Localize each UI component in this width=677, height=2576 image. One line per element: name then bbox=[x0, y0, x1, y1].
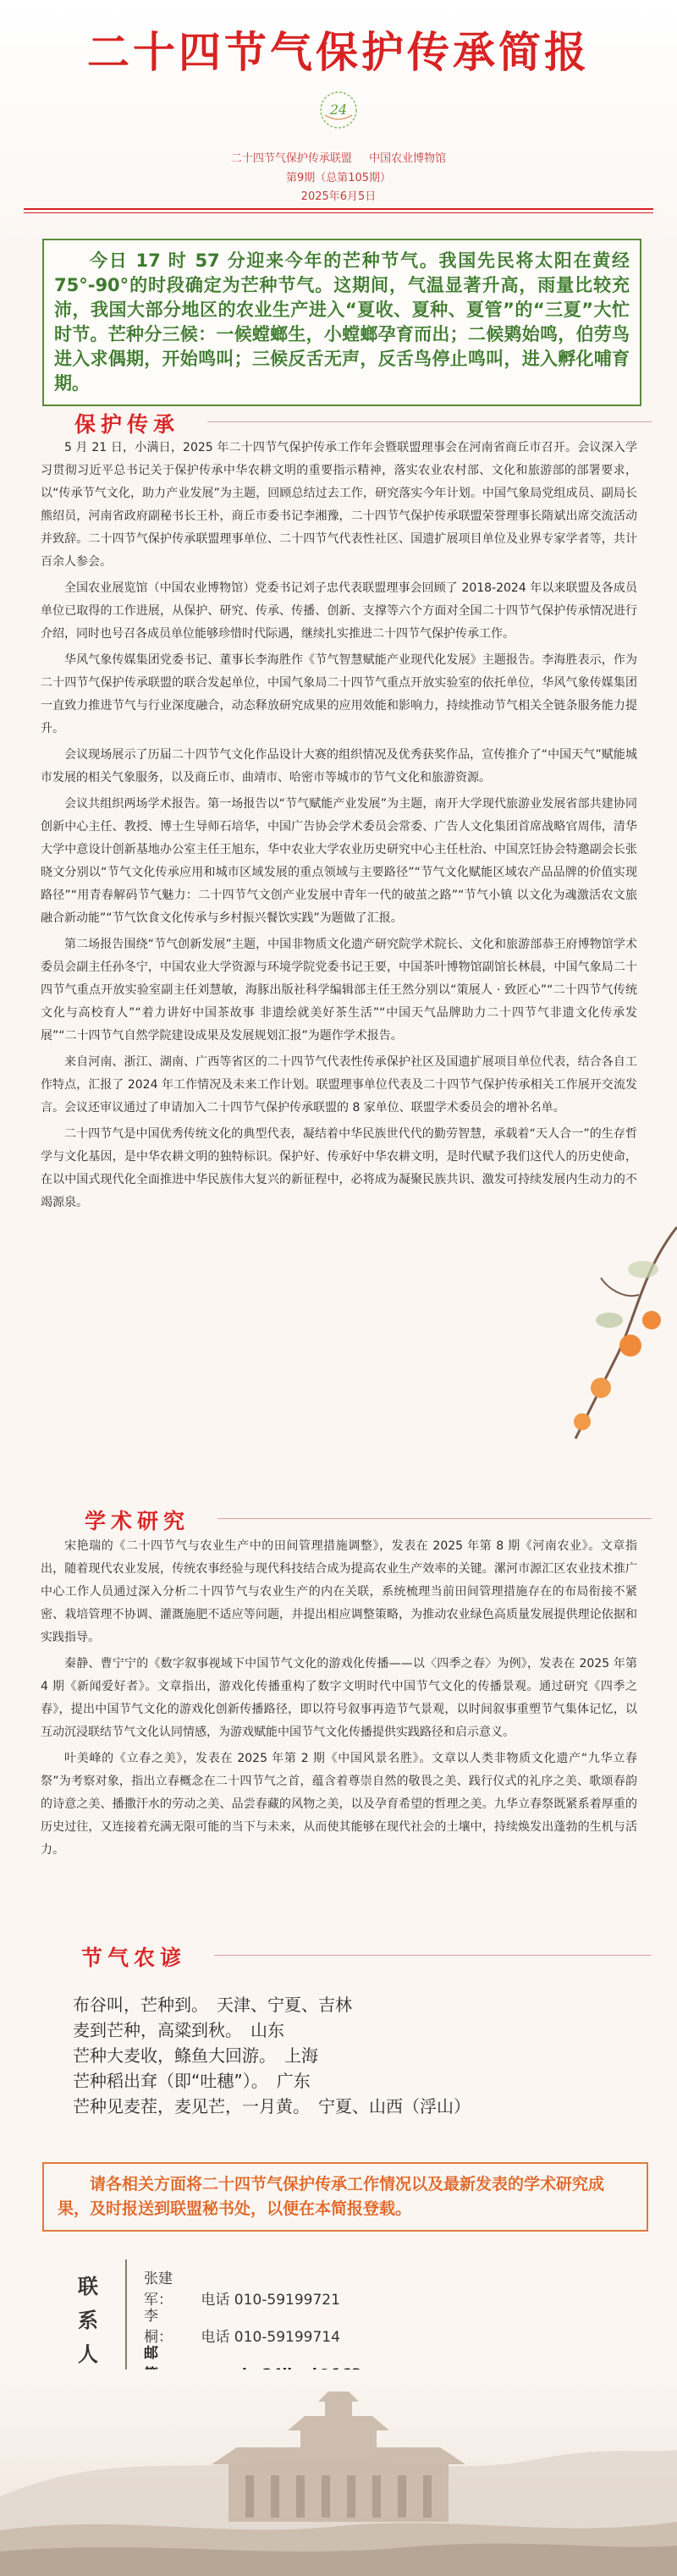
intro-box bbox=[42, 239, 641, 406]
logo-text: 24 bbox=[329, 102, 348, 118]
logo-24-icon bbox=[318, 90, 359, 130]
issue-number: 第9期（总第105期） bbox=[285, 172, 392, 184]
proverbs-list bbox=[73, 1992, 623, 2119]
contact-row bbox=[144, 2304, 340, 2346]
museum-landscape-illustration bbox=[0, 2370, 677, 2576]
heritage-paragraph: 会议共组织两场学术报告。第一场报告以“节气赋能产业发展”为主题，南开大学现代旅游业发展省部共建协同创新中心主任、教授、博士生导师石培华，中国广告协会学术委员会常委、广告人文化集团首席战略官周伟，清华大学中意设计创新基地办公室主任王旭东，华中农业大学农业历史研究中心主任杜治、中国烹饪协会特邀副会长张晓文分别以“节气文化传承应用和城市区域发展的重点领域与主要路径”“节气文化赋能区域农产品品牌的价值实现路径”“用青春解码节气魅力：二十四节气文创产业发展中青年一代的破茧之路”“节气小镇 以文化为魂激活农文旅融合新动能”“节气饮食文化传承与乡村振兴餐饮实践”为题做了汇报。 bbox=[41, 797, 637, 925]
contact-phone: 电话 010-59199721 bbox=[201, 2292, 340, 2309]
heritage-paragraph: 二十四节气是中国优秀传统文化的典型代表，凝结着中华民族世代代的勤劳智慧，承载着“天人合一”的生存哲学与文化基因，是中华农耕文明的独特标识。保护好、传承好中华农耕文明，是时代赋予我们这代人的历史使命，在以中国式现代化全面推进中华民族伟大复兴的新征程中，必将成为凝聚民族共识、激发可持续发展内生动力的不竭源泉。 bbox=[41, 1127, 637, 1209]
contact-row bbox=[144, 2266, 340, 2309]
research-paragraph: 叶美峰的《立春之美》，发表在 2025 年第 2 期《中国风景名胜》。文章以人类非物质文化遗产“九华立春祭”为考察对象，指出立春概念在二十四节气之首，蕴含着尊崇自然的敬畏之美、践行仪式的礼序之美、歌颂春韵的诗意之美、播撒汗水的劳动之美、品尝春藏的风物之美，以及孕育希望的哲理之美。九华立春祭既紧系着厚重的历史过往，又连接着充满无限可能的当下与未来，从而使其能够在现代社会的土壤中，持续焕发出蓬勃的生机与活力。 bbox=[41, 1752, 637, 1857]
research-paragraph: 秦静、曹宁宁的《数字叙事视域下中国节气文化的游戏化传播——以〈四季之春〉为例》，发表在 2025 年第 4 期《新闻爱好者》。文章指出，游戏化传播重构了数字文明时代中国节气文化的传播景观。通过研究《四季之春》，提出中国节气文化的游戏化创新传播路径，即以符号叙事再造节气景观，以时间叙事重塑节气集体记忆，以互动沉浸联结节气文化认同情感，为游戏赋能中国节气文化传播提供实践路径和启示意义。 bbox=[41, 1657, 637, 1739]
email-label: 邮 bbox=[144, 2345, 158, 2362]
section-title-proverbs: 节气农谚 bbox=[81, 1946, 187, 1970]
proverb-item: 麦到芒种，高粱到秋。 山东 bbox=[73, 2020, 284, 2040]
contact-phone: 电话 010-59199714 bbox=[201, 2329, 340, 2346]
notice-text: 请各相关方面将二十四节气保护传承工作情况以及最新发表的学术研究成果，及时报送到联盟秘书处，以便在本简报登载。 bbox=[58, 2175, 605, 2218]
heritage-paragraph: 会议现场展示了历届二十四节气文化作品设计大赛的组织情况及优秀获奖作品，宣传推介了“中国天气”赋能城市发展的相关气象服务，以及商丘市、曲靖市、哈密市等城市的节气文化和旅游资源。 bbox=[41, 748, 637, 784]
heritage-section bbox=[41, 437, 637, 1218]
proverb-item: 芒种稻出耷（即“吐穗”）。 广东 bbox=[73, 2071, 311, 2091]
publishers bbox=[0, 149, 677, 165]
section-rule bbox=[214, 1955, 652, 1956]
contact-name: 李 桐： bbox=[144, 2308, 173, 2346]
submission-notice bbox=[42, 2162, 648, 2232]
contact-name: 张建军： bbox=[144, 2271, 173, 2309]
issue-date: 2025年6月5日 bbox=[300, 190, 377, 203]
newsletter-title: 二十四节气保护传承简报 bbox=[87, 27, 590, 77]
section-title-heritage: 保护传承 bbox=[74, 412, 180, 437]
research-paragraph: 宋艳瑞的《二十四节气与农业生产中的田间管理措施调整》，发表在 2025 年第 8 期《河南农业》。文章指出，随着现代农业发展，传统农事经验与现代科技结合成为提高农业生产效率的关键。漯河市源汇区农业技术推广中心工作人员通过深入分析二十四节气与农业生产的内在关联，系统梳理当前田间管理措施存在的布局衔接不紧密、栽培管理不协调、灌溉施肥不适应等问题，并提出相应调整策略，为推动农业绿色高质量发展提供理论依据和实践指导。 bbox=[41, 1539, 637, 1644]
header-rule-thin bbox=[24, 212, 653, 213]
publisher-museum: 中国农业博物馆 bbox=[369, 152, 447, 165]
heritage-paragraph: 全国农业展览馆（中国农业博物馆）党委书记刘子忠代表联盟理事会回顾了 2018-2024 年以来联盟及各成员单位已取得的工作进展，从保护、研究、传承、传播、创新、支撑等六个方面对全国二十四节气保护传承情况进行介绍，同时也号召各成员单位能够珍惜时代际遇，继续扎实推进二十四节气保护传承工作。 bbox=[41, 581, 637, 641]
heritage-paragraph: 第二场报告围绕“节气创新发展”主题，中国非物质文化遗产研究院学术院长、文化和旅游部恭王府博物馆学术委员会副主任孙冬宁，中国农业大学资源与环境学院党委书记王要，中国茶叶博物馆副馆长林晨，中国气象局二十四节气重点开放实验室副主任刘慧敏，海豚出版社科学编辑部主任王然分别以“策展人 · 致匠心”“二十四节气传统文化与高校育人”“着力讲好中国茶故事 非遗绘就美好茶生活”“中国天气品牌助力二十四节气非遗文化传承发展”“二十四节气自然学院建设成果及发展规划汇报”为题作学术报告。 bbox=[41, 938, 637, 1043]
contact-block bbox=[42, 2260, 635, 2378]
section-rule bbox=[207, 421, 652, 422]
intro-text: 今日 17 时 57 分迎来今年的芒种节气。我国先民将太阳在黄经 75°-90°的时段确定为芒种节气。这期间，气温显著升高，雨量比较充沛，我国大部分地区的农业生产进入“夏收、夏种、夏管”的“三夏”大忙时节。芒种分三候：一候螳螂生，小螳螂孕育而出；二候䴗始鸣，伯劳鸟进入求偶期，开始鸣叫；三候反舌无声，反舌鸟停止鸣叫，进入孵化哺育期。 bbox=[54, 250, 630, 394]
contact-label: 联系人 bbox=[78, 2275, 98, 2366]
heritage-paragraph: 华风气象传媒集团党委书记、董事长李海胜作《节气智慧赋能产业现代化发展》主题报告。李海胜表示，作为二十四节气保护传承联盟的联合发起单位，中国气象局二十四节气重点开放实验室的依托单位，华风气象传媒集团一直致力推进节气与行业深度融合，动态释放研究成果的应用效能和影响力，持续推动节气相关全链条服务能力提升。 bbox=[41, 653, 637, 735]
heritage-paragraph: 来自河南、浙江、湖南、广西等省区的二十四节气代表性传承保护社区及国遗扩展项目单位代表，结合各自工作特点，汇报了 2024 年工作情况及未来工作计划。联盟理事单位代表及二十四节气保护传承相关工作展开交流发言。会议还审议通过了申请加入二十四节气保护传承联盟的 8 家单位、联盟学术委员会的增补名单。 bbox=[41, 1055, 637, 1115]
proverb-item: 布谷叫，芒种到。 天津、宁夏、吉林 bbox=[73, 1995, 352, 2015]
research-section bbox=[41, 1535, 637, 1865]
publisher-alliance: 二十四节气保护传承联盟 bbox=[230, 152, 352, 165]
section-rule bbox=[217, 1518, 652, 1519]
heritage-paragraph: 5 月 21 日，小满日，2025 年二十四节气保护传承工作年会暨联盟理事会在河南省商丘市召开。会议深入学习贯彻习近平总书记关于保护传承中华农耕文明的重要指示精神，落实农业农村部、文化和旅游部的部署要求，以“传承节气文化，助力产业发展”为主题，回顾总结过去工作，研究落实今年计划。中国气象局党组成员、副局长熊绍员，河南省政府副秘书长王朴，商丘市委书记李湘豫，二十四节气保护传承联盟荣誉理事长隋斌出席交流活动并致辞。二十四节气保护传承联盟理事单位、二十四节气代表性社区、国遗扩展项目单位及业界专家学者等，共计百余人参会。 bbox=[41, 441, 637, 569]
proverb-item: 芒种大麦收，鲦鱼大回游。 上海 bbox=[73, 2045, 318, 2066]
section-title-research: 学术研究 bbox=[85, 1509, 190, 1533]
contact-divider bbox=[125, 2260, 127, 2378]
persimmon-branch-icon bbox=[559, 1219, 677, 1456]
header-rule bbox=[24, 208, 653, 210]
proverb-item: 芒种见麦茬，麦见芒，一月黄。 宁夏、山西（浮山） bbox=[73, 2096, 471, 2116]
